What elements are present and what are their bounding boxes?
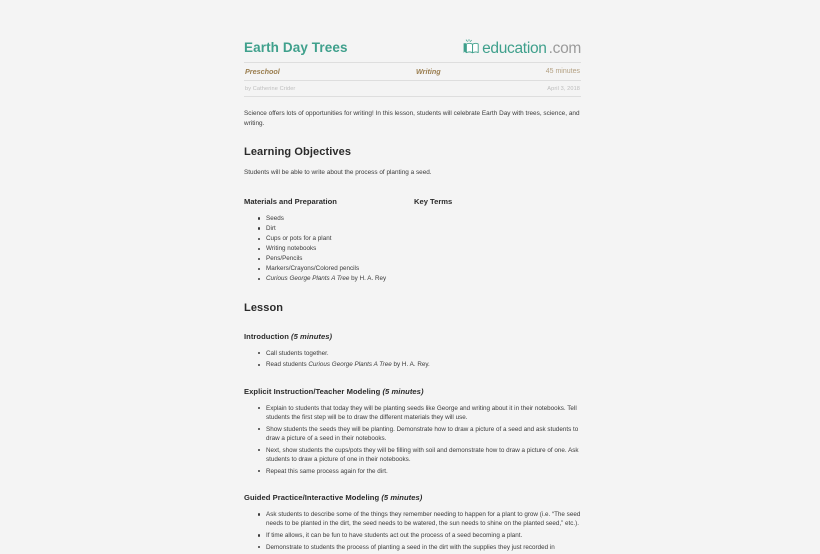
- list-item: Next, show students the cups/pots they will be filling with soil and demonstrate how to draw a picture of one. Ask students to draw a picture of one in their notebooks.: [266, 446, 581, 465]
- grade-label: Preschool: [245, 66, 280, 76]
- lesson-subsection-heading: [244, 493, 581, 503]
- key-terms-column: [414, 197, 581, 207]
- materials-heading: Materials and Preparation: [244, 196, 337, 206]
- lesson-subsection-list: [244, 349, 581, 370]
- key-terms-heading: Key Terms: [414, 196, 453, 206]
- lesson-plan-content: [244, 38, 581, 554]
- list-item: Dirt: [266, 224, 581, 233]
- lesson-meta-row: [244, 62, 581, 80]
- list-item: Pens/Pencils: [266, 254, 581, 263]
- meta-grade: [244, 67, 415, 77]
- lesson-heading: Lesson: [244, 301, 284, 314]
- lesson-subsection-heading: [244, 332, 581, 342]
- list-item: Show students the seeds they will be planting. Demonstrate how to draw a picture of a seed and ask students to draw a picture of a seed in their notebooks.: [266, 425, 581, 444]
- subsection-duration: (5 minutes): [291, 331, 333, 341]
- lesson-subsection-list: [244, 510, 581, 552]
- open-book-icon: [462, 39, 480, 57]
- subsection-title: Guided Practice/Interactive Modeling: [244, 492, 382, 502]
- list-item: Demonstrate to students the process of planting a seed in the dirt with the supplies they just recorded in: [266, 543, 581, 552]
- date-cell: [508, 84, 581, 93]
- meta-subject: [415, 67, 508, 77]
- byline-row: [244, 80, 581, 97]
- lesson-sections: [244, 332, 581, 552]
- byline-cell: [244, 84, 415, 93]
- author-byline: by Catherine Crider: [245, 86, 296, 92]
- materials-keyterms-row: [244, 197, 581, 207]
- logo-wordmark: education: [482, 39, 547, 57]
- list-item: Ask students to describe some of the things they remember needing to happen for a plant to grow (i.e. “The seed needs to be planted in the dirt, the seed needs to be watered, the sun needs to shine on the planted seed,” etc.).: [266, 510, 581, 528]
- subject-label: Writing: [416, 66, 441, 76]
- publish-date: April 3, 2018: [547, 86, 580, 92]
- learning-objectives-text: Students will be able to write about the process of planting a seed.: [244, 169, 432, 177]
- list-item: Seeds: [266, 214, 581, 223]
- materials-column: [244, 197, 414, 207]
- subsection-duration: (5 minutes): [381, 492, 423, 502]
- list-item: Cups or pots for a plant: [266, 234, 581, 243]
- list-item: Curious George Plants A Tree by H. A. Rey: [266, 274, 581, 283]
- list-item: Repeat this same process again for the dirt.: [266, 467, 581, 476]
- duration-label: 45 minutes: [545, 68, 580, 75]
- list-item: Markers/Crayons/Colored pencils: [266, 264, 581, 273]
- list-item: Explain to students that today they will be planting seeds like George and writing about it in their notebooks. Tell students the first step will be to draw the different materials they will use.: [266, 404, 581, 423]
- list-item: Read students Curious George Plants A Tree by H. A. Rey.: [266, 360, 581, 369]
- logo-tld: .com: [548, 39, 581, 57]
- list-item: Writing notebooks: [266, 244, 581, 253]
- lesson-subsection-heading: [244, 387, 581, 397]
- meta-duration: [508, 67, 581, 76]
- learning-objectives-heading: Learning Objectives: [244, 146, 352, 159]
- subsection-title: Introduction: [244, 331, 292, 341]
- lesson-intro-paragraph: Science offers lots of opportunities for writing! In this lesson, students will celebrate Earth Day with trees, science, and writing.: [244, 110, 580, 127]
- list-item: Call students together.: [266, 349, 581, 358]
- subsection-duration: (5 minutes): [382, 386, 424, 396]
- list-item: If time allows, it can be fun to have students act out the process of a seed becoming a plant.: [266, 531, 581, 540]
- materials-list: [244, 214, 581, 284]
- document-header: [244, 38, 581, 62]
- education-com-logo[interactable]: [462, 38, 581, 57]
- lesson-subsection-list: [244, 404, 581, 476]
- page-title: Earth Day Trees: [244, 40, 348, 55]
- subsection-title: Explicit Instruction/Teacher Modeling: [244, 386, 383, 396]
